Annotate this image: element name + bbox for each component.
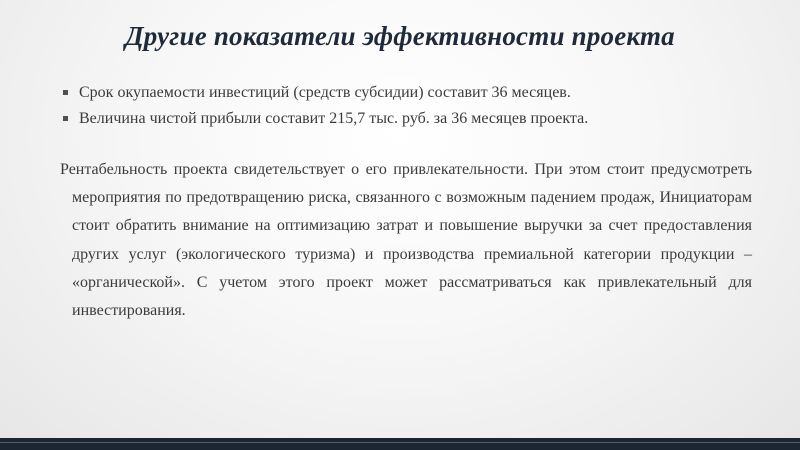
bullet-text: Величина чистой прибыли составит 215,7 тыс. руб. за 36 месяцев проекта.: [79, 110, 589, 127]
bullet-list: [62, 80, 762, 132]
slide-title: Другие показатели эффективности проекта: [125, 21, 675, 51]
bullet-text: Срок окупаемости инвестиций (средств субсидии) составит 36 месяцев.: [79, 84, 571, 101]
square-bullet-icon: [63, 90, 68, 95]
square-bullet-icon: [63, 116, 68, 121]
bottom-decorative-bar: [0, 438, 800, 450]
bullet-item-net-profit: [62, 106, 762, 132]
bullet-item-payback: [62, 80, 762, 106]
bottom-bar-stripe: [0, 442, 800, 443]
conclusion-paragraph: Рентабельность проекта свидетельствует о его привлекательности. При этом стоит предусмотреть мероприятия по предотвращению риска, связанного с возможным падением продаж, Инициаторам стоит обратить внимание на оптимизацию затрат и повышение выручки за счет предоставления других услуг (экологического туризма) и производства премиальной категории продукции – «органической». С учетом этого проект может рассматриваться как привлекательный для инвестирования.: [60, 161, 752, 320]
